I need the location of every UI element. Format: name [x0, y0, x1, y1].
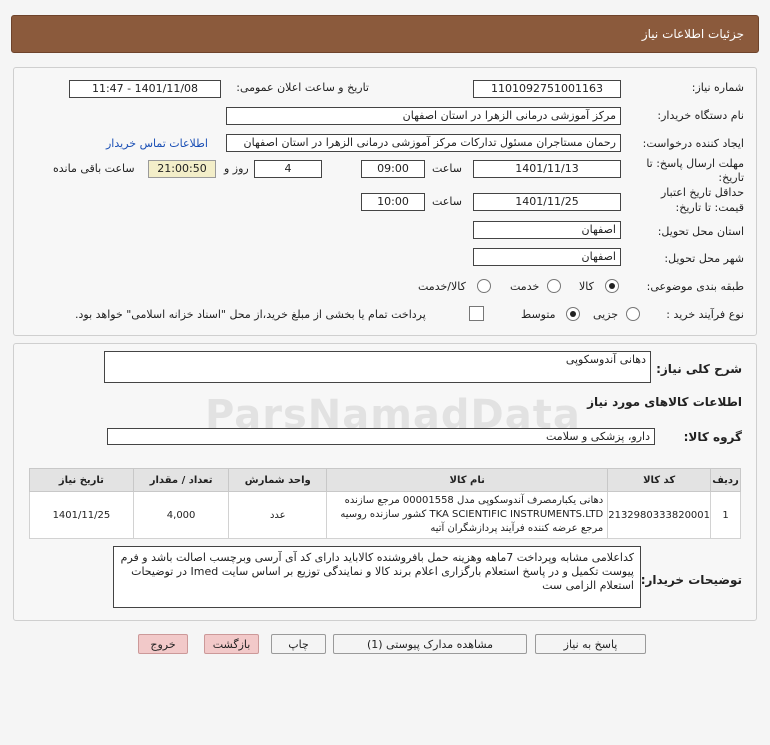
col-code: کد کالا — [608, 469, 711, 492]
col-name: نام کالا — [327, 469, 608, 492]
need-description-field: دهانی آندوسکوپی — [104, 351, 651, 383]
remaining-time-field: 21:00:50 — [148, 160, 216, 178]
category-option-both: کالا/خدمت — [418, 280, 466, 293]
page-title: جزئیات اطلاعات نیاز — [641, 27, 744, 41]
col-date: تاریخ نیاز — [30, 469, 134, 492]
cell-code: 2132980333820001 — [608, 492, 711, 539]
exit-button[interactable]: خروج — [138, 634, 188, 654]
buyer-notes-label: توضیحات خریدار: — [640, 573, 742, 587]
reply-deadline-label-2: تاریخ: — [718, 171, 744, 184]
cell-unit: عدد — [229, 492, 327, 539]
province-field: اصفهان — [473, 221, 621, 239]
contact-buyer-link[interactable]: اطلاعات تماس خریدار — [106, 137, 208, 150]
category-radio-both[interactable] — [477, 279, 491, 293]
process-radio-medium[interactable] — [566, 307, 580, 321]
announce-label: تاریخ و ساعت اعلان عمومی: — [236, 81, 369, 94]
buyer-org-label: نام دستگاه خریدار: — [657, 109, 744, 122]
province-label: استان محل تحویل: — [657, 225, 744, 238]
print-button[interactable]: چاپ — [271, 634, 326, 654]
process-option-medium: متوسط — [521, 308, 556, 321]
process-option-minor: جزیی — [593, 308, 619, 321]
city-label: شهر محل تحویل: — [664, 252, 744, 265]
days-remaining-field: 4 — [254, 160, 322, 178]
validity-time-label: ساعت — [432, 195, 462, 208]
treasury-payment-note: پرداخت تمام یا بخشی از مبلغ خرید،از محل "اسناد خزانه اسلامی" خواهد بود. — [75, 308, 426, 321]
goods-table — [29, 468, 741, 539]
reply-time-label: ساعت — [432, 162, 462, 175]
buyer-org-field: مرکز آموزشی درمانی الزهرا در استان اصفهان — [226, 107, 621, 125]
creator-label: ایجاد کننده درخواست: — [642, 137, 744, 150]
price-validity-label: حداقل تاریخ اعتبار — [660, 186, 744, 199]
announce-field: 1401/11/08 - 11:47 — [69, 80, 221, 98]
price-validity-label-2: قیمت: تا تاریخ: — [675, 201, 744, 214]
cell-qty: 4,000 — [133, 492, 229, 539]
need-description-label: شرح کلی نیاز: — [656, 362, 742, 376]
remaining-time-label: ساعت باقی مانده — [53, 162, 135, 175]
creator-field: رحمان مستاجران مسئول تدارکات مرکز آموزشی درمانی الزهرا در استان اصفهان — [226, 134, 621, 152]
validity-date-field: 1401/11/25 — [473, 193, 621, 211]
treasury-payment-checkbox[interactable] — [469, 306, 484, 321]
process-radio-minor[interactable] — [626, 307, 640, 321]
validity-time-field: 10:00 — [361, 193, 425, 211]
goods-info-title: اطلاعات کالاهای مورد نیاز — [587, 395, 742, 409]
days-label: روز و — [224, 162, 249, 175]
reply-button[interactable]: پاسخ به نیاز — [535, 634, 646, 654]
category-radio-service[interactable] — [547, 279, 561, 293]
need-number-field: 1101092751001163 — [473, 80, 621, 98]
category-radio-goods[interactable] — [605, 279, 619, 293]
col-qty: تعداد / مقدار — [133, 469, 229, 492]
col-unit: واحد شمارش — [229, 469, 327, 492]
cell-index: 1 — [711, 492, 741, 539]
cell-date: 1401/11/25 — [30, 492, 134, 539]
buyer-notes-field: کداعلامی مشابه وپرداخت 7ماهه وهزینه حمل بافروشنده کالاباید دارای کد آی آرسی وبرچسب اصالت باشد و فرم پیوست تکمیل و در پاسخ استعلام بارگزاری اعلام برند کالا و نمایندگی توزیع بر اساس سایت Imed در توضیحات استعلام الزامی ست — [113, 546, 641, 608]
col-index: ردیف — [711, 469, 741, 492]
category-option-goods: کالا — [579, 280, 594, 293]
goods-group-label: گروه کالا: — [683, 430, 742, 444]
cell-name: دهانی یکبارمصرف آندوسکوپی مدل 00001558 مرجع سازنده TKA SCIENTIFIC INSTRUMENTS.LTD کشور سازنده روسیه مرجع عرضه کننده فرآیند پردازشگران آتیه — [327, 492, 608, 539]
city-field: اصفهان — [473, 248, 621, 266]
back-button[interactable]: بازگشت — [204, 634, 259, 654]
view-attachments-button[interactable]: مشاهده مدارک پیوستی (1) — [333, 634, 527, 654]
table-row — [30, 492, 741, 539]
goods-group-field: دارو، پزشکی و سلامت — [107, 428, 655, 445]
process-label: نوع فرآیند خرید : — [666, 308, 744, 321]
category-option-service: خدمت — [510, 280, 540, 293]
page-header — [11, 15, 759, 53]
need-number-label: شماره نیاز: — [691, 81, 744, 94]
reply-date-field: 1401/11/13 — [473, 160, 621, 178]
reply-time-field: 09:00 — [361, 160, 425, 178]
reply-deadline-label: مهلت ارسال پاسخ: تا — [646, 157, 744, 170]
category-label: طبقه بندی موضوعی: — [646, 280, 744, 293]
table-header-row — [30, 469, 741, 492]
